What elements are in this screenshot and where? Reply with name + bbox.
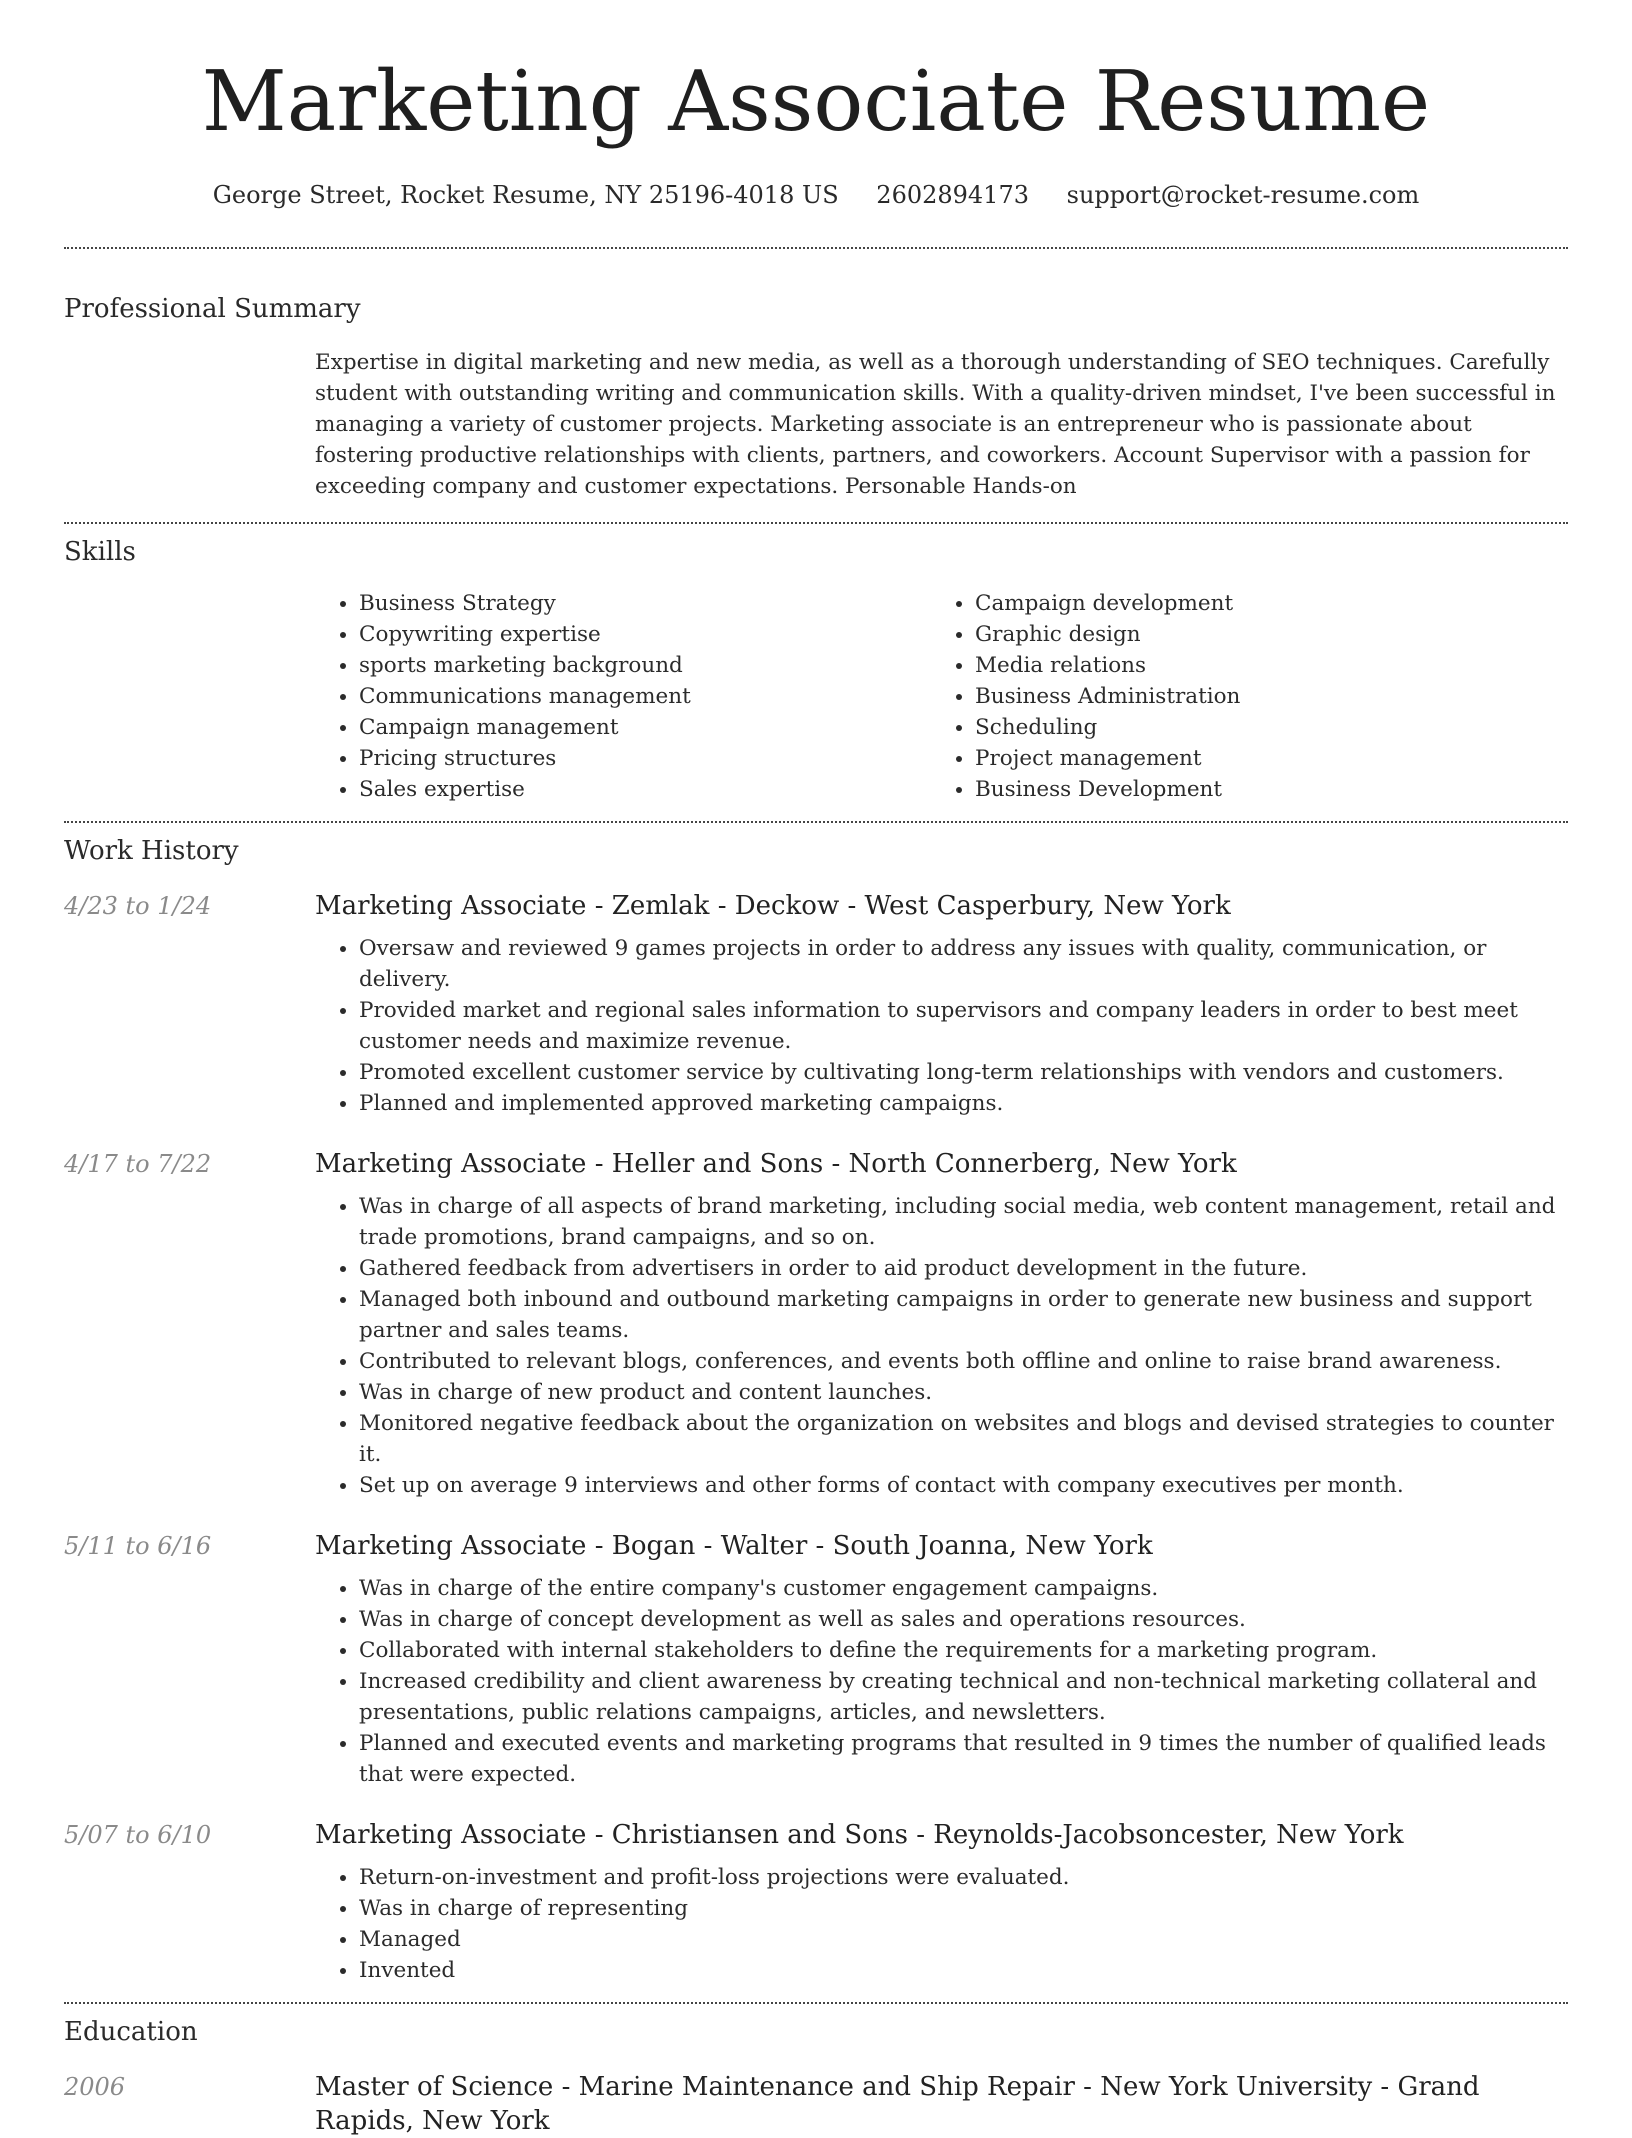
contact-phone: 2602894173 — [876, 181, 1029, 209]
job-bullets — [315, 1573, 1568, 1790]
skill-item: • Pricing structures — [359, 743, 931, 774]
job-dates: 4/17 to 7/22 — [64, 1150, 212, 1178]
job-header — [64, 1818, 1568, 1852]
job-bullets — [315, 933, 1568, 1119]
job-entry — [64, 889, 1568, 1119]
skill-item: • Business Administration — [975, 681, 1547, 712]
contact-address: George Street, Rocket Resume, NY 25196-4018 US — [212, 181, 839, 209]
skills-column-right — [931, 588, 1547, 805]
education-title: Master of Science - Marine Maintenance and Ship Repair - New York University - Grand Rapids, New York — [315, 2072, 1480, 2136]
divider — [64, 247, 1568, 249]
skill-item: • Business Strategy — [359, 588, 931, 619]
job-bullet: • Return-on-investment and profit-loss projections were evaluated. — [359, 1862, 1568, 1893]
job-bullet: • Promoted excellent customer service by cultivating long-term relationships with vendors and customers. — [359, 1057, 1568, 1088]
job-bullet: • Oversaw and reviewed 9 games projects in order to address any issues with quality, communication, or delivery. — [359, 933, 1568, 995]
education-header — [64, 2070, 1568, 2138]
skill-item: • sports marketing background — [359, 650, 931, 681]
skill-item: • Copywriting expertise — [359, 619, 931, 650]
divider — [64, 821, 1568, 823]
job-entry — [64, 1147, 1568, 1501]
job-bullet: • Managed — [359, 1924, 1568, 1955]
resume-title: Marketing Associate Resume — [201, 53, 1431, 150]
job-header — [64, 889, 1568, 923]
skill-item: • Project management — [975, 743, 1547, 774]
job-bullet: • Monitored negative feedback about the organization on websites and blogs and devised strategies to counter it. — [359, 1408, 1568, 1470]
job-bullet: • Increased credibility and client awareness by creating technical and non-technical marketing collateral and presentations, public relations campaigns, articles, and newsletters. — [359, 1666, 1568, 1728]
summary-block — [315, 347, 1568, 502]
job-bullet: • Was in charge of new product and content launches. — [359, 1377, 1568, 1408]
job-bullet: • Invented — [359, 1955, 1568, 1986]
skill-item: • Campaign management — [359, 712, 931, 743]
education-entry — [64, 2070, 1568, 2138]
skill-item: • Media relations — [975, 650, 1547, 681]
job-title: Marketing Associate - Zemlak - Deckow - West Casperbury, New York — [315, 891, 1231, 921]
contact-email: support@rocket-resume.com — [1066, 181, 1420, 209]
job-entry — [64, 1529, 1568, 1790]
job-bullet: • Was in charge of the entire company's customer engagement campaigns. — [359, 1573, 1568, 1604]
skill-item: • Business Development — [975, 774, 1547, 805]
job-header — [64, 1147, 1568, 1181]
job-dates: 5/07 to 6/10 — [64, 1821, 212, 1849]
section-title-education: Education — [64, 2017, 198, 2047]
job-bullet: • Contributed to relevant blogs, conferences, and events both offline and online to raise brand awareness. — [359, 1346, 1568, 1377]
job-bullet: • Was in charge of all aspects of brand marketing, including social media, web content management, retail and trade promotions, brand campaigns, and so on. — [359, 1191, 1568, 1253]
job-bullet: • Was in charge of concept development as well as sales and operations resources. — [359, 1604, 1568, 1635]
job-bullet: • Planned and executed events and marketing programs that resulted in 9 times the number of qualified leads that were expected. — [359, 1728, 1568, 1790]
education-date: 2006 — [64, 2073, 126, 2101]
job-dates: 4/23 to 1/24 — [64, 892, 212, 920]
skills-column-left — [315, 588, 931, 805]
job-bullet: • Was in charge of representing — [359, 1893, 1568, 1924]
job-title: Marketing Associate - Heller and Sons - North Connerberg, New York — [315, 1149, 1237, 1179]
job-dates: 5/11 to 6/16 — [64, 1532, 212, 1560]
job-title: Marketing Associate - Bogan - Walter - South Joanna, New York — [315, 1531, 1153, 1561]
job-bullet: • Planned and implemented approved marketing campaigns. — [359, 1088, 1568, 1119]
job-bullet: • Collaborated with internal stakeholders to define the requirements for a marketing program. — [359, 1635, 1568, 1666]
job-header — [64, 1529, 1568, 1563]
skill-item: • Graphic design — [975, 619, 1547, 650]
skill-item: • Campaign development — [975, 588, 1547, 619]
job-bullet: • Managed both inbound and outbound marketing campaigns in order to generate new business and support partner and sales teams. — [359, 1284, 1568, 1346]
job-bullet: • Provided market and regional sales information to supervisors and company leaders in order to best meet customer needs and maximize revenue. — [359, 995, 1568, 1057]
section-title-skills: Skills — [64, 537, 136, 567]
summary-text: Expertise in digital marketing and new media, as well as a thorough understanding of SEO techniques. Carefully student with outstanding writing and communication skills. With a quality-driven mindset, I've been successful in managing a variety of customer projects. Marketing associate is an entrepreneur who is passionate about fostering productive relationships with clients, partners, and coworkers. Account Supervisor with a passion for exceeding company and customer expectations. Personable Hands-on — [315, 350, 1556, 499]
section-title-work-history: Work History — [64, 836, 239, 866]
divider — [64, 2002, 1568, 2004]
contact-line — [64, 178, 1568, 212]
job-bullet: • Set up on average 9 interviews and other forms of contact with company executives per month. — [359, 1470, 1568, 1501]
job-title: Marketing Associate - Christiansen and Sons - Reynolds-Jacobsoncester, New York — [315, 1820, 1404, 1850]
job-entry — [64, 1818, 1568, 1986]
skill-item: • Sales expertise — [359, 774, 931, 805]
section-title-summary: Professional Summary — [64, 294, 361, 324]
job-bullets — [315, 1191, 1568, 1501]
skill-item: • Communications management — [359, 681, 931, 712]
job-bullets — [315, 1862, 1568, 1986]
skills-list — [315, 588, 1568, 805]
job-bullet: • Gathered feedback from advertisers in order to aid product development in the future. — [359, 1253, 1568, 1284]
divider — [64, 522, 1568, 524]
skill-item: • Scheduling — [975, 712, 1547, 743]
